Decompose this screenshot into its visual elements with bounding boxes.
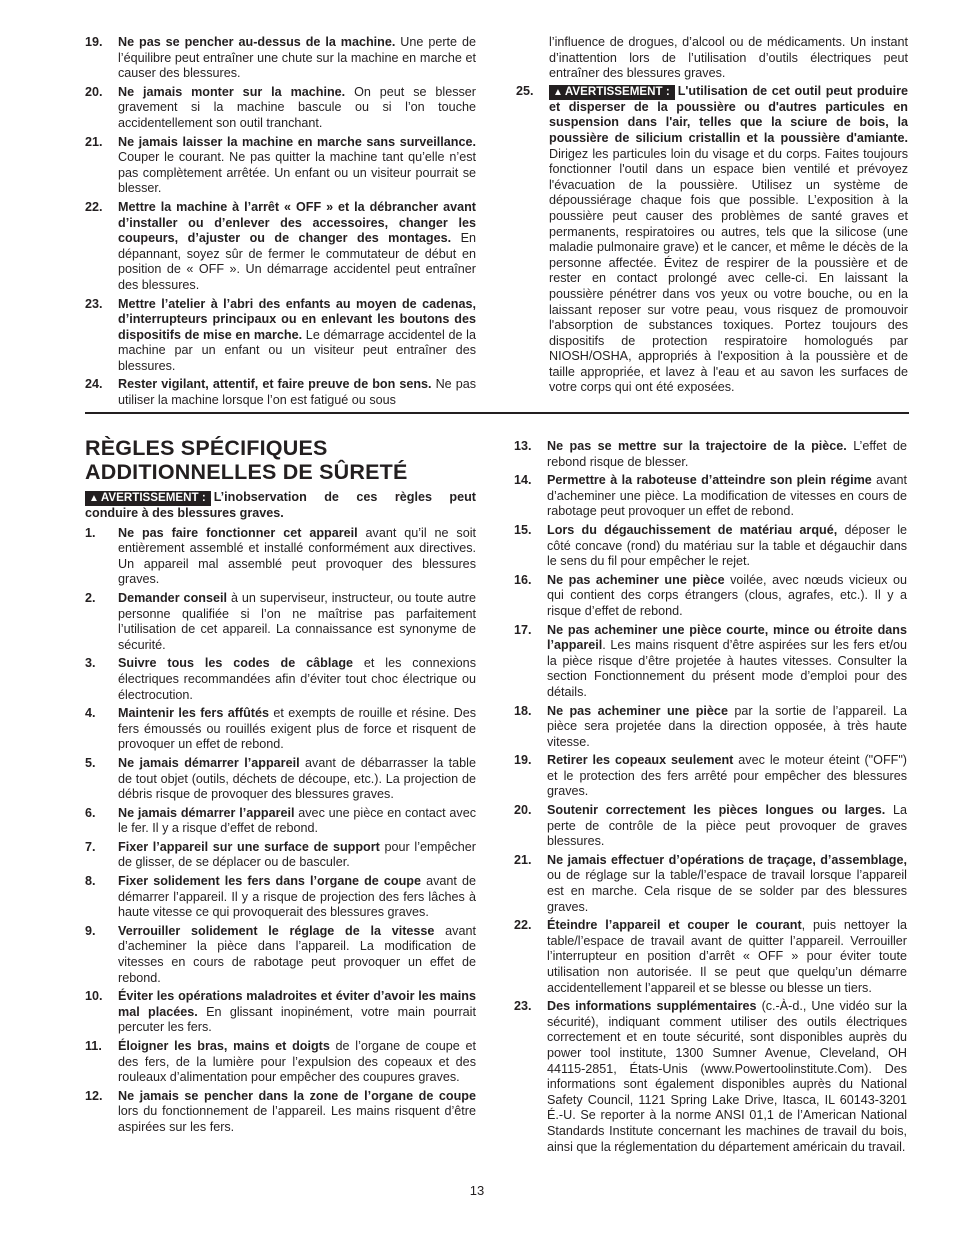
item-body xyxy=(118,656,476,703)
list-item xyxy=(85,1039,476,1086)
list-item xyxy=(85,35,476,82)
item-bold-text: Éviter les opérations maladroites et éviter d’avoir les mains mal placées. xyxy=(118,989,476,1019)
item-bold-text: Verrouiller solidement le réglage de la vitesse xyxy=(118,923,435,938)
item-number: 1. xyxy=(85,525,96,540)
list-item xyxy=(85,591,476,653)
item-text: L’effet de rebond risque de blesser. xyxy=(547,439,908,469)
item-number: 5. xyxy=(85,755,96,770)
item-body xyxy=(547,523,907,570)
item-text: avant qu’il ne soit entièrement assemblé et installé conformément aux directives. Un appareil mal assemblé peut provoquer des blessures graves. xyxy=(118,525,477,587)
item-number: 6. xyxy=(85,805,96,820)
item-number: 22. xyxy=(85,199,103,214)
item-number: 17. xyxy=(514,622,532,637)
item-bold-text: Ne jamais monter sur la machine. xyxy=(118,84,346,99)
list-item xyxy=(85,874,476,921)
item-bold-text: Ne pas acheminer une pièce xyxy=(547,703,728,718)
item-body xyxy=(118,806,476,837)
item-bold-text: Maintenir les fers affûtés xyxy=(118,706,269,721)
list-item xyxy=(514,753,907,800)
list-item xyxy=(514,918,907,996)
list-item xyxy=(85,706,476,753)
item-body xyxy=(118,377,476,408)
item-body xyxy=(118,989,476,1036)
page-number: 13 xyxy=(469,1183,485,1198)
list-item xyxy=(514,523,907,570)
item-number: 21. xyxy=(85,134,103,149)
warning-badge xyxy=(549,85,675,100)
warning-badge xyxy=(85,491,211,506)
item-text: (c.-À-d., Une vidéo sur la sécurité), indiquant comment utiliser des outils électriques correctement et en toute sécurité, sont disponibles auprès du power tool institute, 1300 Sumner Avenue, Cleveland, OH 44115-2851, États-Unis (www.Powertoolinstitute.Com). Des informations sont également disponibles auprès du National Safety Council, 1121 Spring Lake Drive, Itasca, IL 60143-3201 É.-U. Se reporter à la norme ANSI 01,1 de l’American National Standards Institute concernant les machines de travail du bois, ainsi que la réglementation du département américain du travail. xyxy=(547,999,908,1154)
list-item xyxy=(85,840,476,871)
item-body xyxy=(547,803,907,850)
list-item xyxy=(85,756,476,803)
item-text: Ne pas utiliser la machine lorsque l’on est fatigué ou sous xyxy=(118,377,477,408)
item-number: 4. xyxy=(85,706,96,721)
list-item xyxy=(514,623,907,701)
item-body xyxy=(118,1089,476,1136)
item-text: Une perte de l’équilibre peut entraîner une chute sur la machine en marche et causer des blessures. xyxy=(118,35,476,81)
item-number: 19. xyxy=(514,753,532,768)
item-text: et exempts de rouille et résine. Des fers émoussés ou rouillés exigent plus de force et risquent de provoquer un effet de rebond. xyxy=(118,706,477,752)
item-text: On peut se blesser gravement si la machine bascule ou si l’on touche accidentellement son outil tranchant. xyxy=(118,84,476,130)
safety-list-top-left xyxy=(85,35,476,412)
item-number: 21. xyxy=(514,852,532,867)
item-body xyxy=(118,840,476,871)
item-body xyxy=(118,591,476,653)
item-text: et les connexions électriques recommandées afin d’éviter tout choc électrique ou électrocution. xyxy=(118,656,476,702)
item-text: ou de réglage sur la table/l’espace de travail lorsque l’appareil est en marche. Cela risque de se solder par des blessures graves. xyxy=(547,868,907,914)
list-item xyxy=(514,704,907,751)
item-bold-text: Mettre l’atelier à l’abri des enfants au moyen de cadenas, d’interrupteurs principaux ou en enlevant les boutons des dispositifs de mise en marche. xyxy=(118,296,476,342)
list-item xyxy=(85,1089,476,1136)
item-bold-text: Des informations supplémentaires xyxy=(547,999,757,1014)
item-number: 23. xyxy=(85,296,103,311)
list-item xyxy=(514,573,907,620)
item-text: , puis nettoyer la table/l’espace de travail avant de quitter l’appareil. Verrouiller l’interrupteur en position d’arrêt « OFF » pour éviter toute utilisation non autorisée. Il se peut que quelqu’un démarre accidentellement l’appareil et se blesse ou blesse un tiers. xyxy=(547,918,908,995)
list-item xyxy=(514,803,907,850)
item-bold-text: Rester vigilant, attentif, et faire preuve de bon sens. xyxy=(118,377,432,392)
item-bold-text: Ne pas se mettre sur la trajectoire de la pièce. xyxy=(547,439,847,453)
item-body xyxy=(118,35,476,82)
item-24-continuation: l’influence de drogues, d’alcool ou de médicaments. Un instant d’inattention lors de l’utilisation d’outils électriques peut entraîner des blessures graves. xyxy=(549,35,908,81)
warning-badge-label: AVERTISSEMENT : xyxy=(100,491,206,504)
item-text: par la sortie de l’appareil. La pièce sera projetée dans la direction opposée, à très haute vitesse. xyxy=(547,703,908,749)
item-text: La perte de contrôle de la pièce peut provoquer de graves blessures. xyxy=(547,803,907,849)
warning-triangle-icon: ▲ xyxy=(89,493,99,504)
item-bold-text: Ne jamais démarrer l’appareil xyxy=(118,755,300,770)
safety-list-bottom-right xyxy=(514,439,907,1158)
item-bold-text: Éloigner les bras, mains et doigts xyxy=(118,1039,330,1053)
item-number: 12. xyxy=(85,1088,103,1103)
warning-triangle-icon: ▲ xyxy=(553,86,563,98)
item-bold-text: Ne pas se pencher au-dessus de la machine. xyxy=(118,35,396,49)
item-number: 7. xyxy=(85,839,96,854)
item-body xyxy=(118,135,476,197)
list-item xyxy=(85,135,476,197)
item-number: 11. xyxy=(85,1039,102,1053)
warning-badge-label: AVERTISSEMENT : xyxy=(564,84,670,98)
list-item xyxy=(85,526,476,588)
safety-list-top-right xyxy=(516,35,908,399)
item-number: 20. xyxy=(85,84,103,99)
item-bold-text: Mettre la machine à l’arrêt « OFF » et la débrancher avant d’installer ou d’enlever des accessoires, changer les coupeurs, d’ajuster ou de changer des montages. xyxy=(118,199,476,246)
item-body xyxy=(118,200,476,294)
list-item xyxy=(85,200,476,294)
rule-list xyxy=(85,526,476,1136)
item-body xyxy=(118,85,476,132)
list-item xyxy=(514,853,907,915)
section-title-line-2: ADDITIONNELLES DE SÛRETÉ xyxy=(85,459,408,484)
item-number: 22. xyxy=(514,918,532,933)
item-text: lors du fonctionnement de l’appareil. Les mains risquent d’être aspirées sur les fers. xyxy=(118,1104,476,1134)
item-number: 25. xyxy=(516,83,534,98)
item-number: 15. xyxy=(514,522,532,537)
item-body xyxy=(118,1039,476,1086)
item-number: 18. xyxy=(514,703,532,718)
item-number: 2. xyxy=(85,590,96,605)
item-body xyxy=(547,704,907,751)
item-text: à un superviseur, instructeur, ou toute autre personne qualifiée si l’on ne maîtrise pas parfaitement l’utilisation de cet appareil. La connaissance est synonyme de sécurité. xyxy=(118,590,476,652)
item-bold-text: Retirer les copeaux seulement xyxy=(547,753,734,768)
list-item xyxy=(514,999,907,1155)
safety-list-bottom-left xyxy=(85,490,476,1139)
list-item xyxy=(85,989,476,1036)
item-number: 9. xyxy=(85,923,96,938)
item-body xyxy=(118,874,476,921)
item-bold-text: Ne pas acheminer une pièce courte, mince ou étroite dans l’appareil xyxy=(547,622,907,653)
item-number: 13. xyxy=(514,439,532,453)
item-text: de l’organe de coupe et des fers, de la lumière pour l’expulsion des copeaux et des rouleaux d’alimentation pour empêcher des coupures graves. xyxy=(118,1039,476,1085)
item-number: 19. xyxy=(85,35,103,49)
item-text: avant d’acheminer la pièce dans l’appareil. La modification de vitesses en cours de rabotage peut provoquer un effet de rebond. xyxy=(118,923,476,985)
list-item xyxy=(85,297,476,375)
item-number: 20. xyxy=(514,803,532,818)
item-body xyxy=(118,756,476,803)
item-number: 3. xyxy=(85,656,96,671)
item-bold-text: Soutenir correctement les pièces longues ou larges. xyxy=(547,803,886,818)
list-item xyxy=(514,439,907,470)
item-text: En glissant inopinément, votre main pourrait percuter les fers. xyxy=(118,1004,476,1035)
item-text: pour l’empêcher de glisser, de se déplacer ou de basculer. xyxy=(118,839,476,870)
list-item xyxy=(85,85,476,132)
list-item xyxy=(85,377,476,408)
item-bold-text: Ne jamais démarrer l’appareil xyxy=(118,805,295,820)
item-bold-text: Ne jamais laisser la machine en marche sans surveillance. xyxy=(118,134,476,149)
item-text: . Les mains risquent d’être aspirées sur les fers et/ou la pièce risque d’être projetée à hautes vitesses. Consulter la section Fonctionnement du présent mode d’emploi pour des détails. xyxy=(547,638,907,699)
list-item xyxy=(85,924,476,986)
item-body xyxy=(547,918,907,996)
item-number: 16. xyxy=(514,572,532,587)
warning-statement xyxy=(85,490,476,522)
item-text: Dirigez les particules loin du visage et du corps. Faites toujours fonctionner l'outil dans un espace bien ventilé et prévoyez l'évacuation de la poussière. Utilisez un système de dépoussiérage chaque fois que possible. L’exposition à la poussière peut causer des problèmes de santé graves et permanents, respiratoires ou autres, tels que la silicose (une maladie pulmonaire grave) et le cancer, et même le décès de la personne affectée. Évitez de respirer de la poussière et de rester en contact prolongé avec celle-ci. En laissant la poussière pénétrer dans vos yeux ou votre bouche, ou en la laissant reposer sur votre peau, vous risquez de promouvoir l'absorption de substances toxiques. Portez toujours des dispositifs de protection respiratoire homologués par NIOSH/OSHA, appropriés à l'exposition à la poussière et de taille appropriée, et lavez à l'eau et au savon les surfaces de votre corps qui ont été exposées. xyxy=(549,146,908,395)
list-item xyxy=(85,806,476,837)
section-divider xyxy=(85,412,909,414)
item-bold-text: Ne pas acheminer une pièce xyxy=(547,572,725,587)
item-number: 24. xyxy=(85,377,103,392)
item-number: 14. xyxy=(514,473,532,488)
section-title-line-1: RÈGLES SPÉCIFIQUES xyxy=(85,436,328,460)
item-bold-text: Permettre à la raboteuse d’atteindre son plein régime xyxy=(547,473,872,488)
item-bold-text: L'utilisation de cet outil peut produire et disperser de la poussière ou d'autres particules en suspension dans l'air, telles que la sciure de bois, la poussière de silicium cristallin et la poussière d'amiante. xyxy=(549,83,908,145)
item-body xyxy=(118,706,476,753)
item-text: avant de démarrer l’appareil. Il y a risque de projection des fers lâches à haute vitesse ce qui provoquerait des blessures graves. xyxy=(118,874,476,920)
item-body xyxy=(547,999,907,1155)
item-body xyxy=(118,924,476,986)
item-text: voilée, avec nœuds vicieux ou qui contient des corps étrangers (clous, agrafes, etc.). Il y a risque d’effet de rebond. xyxy=(547,572,908,618)
item-text: déposer le côté concave (rond) du matériau sur la table et dégauchir dans le sens du fil pour empêcher le rejet. xyxy=(547,522,907,569)
item-number: 23. xyxy=(514,999,532,1014)
item-body xyxy=(547,753,907,800)
item-bold-text: Fixer solidement les fers dans l’organe de coupe xyxy=(118,874,421,889)
section-title xyxy=(85,437,408,484)
warning-text: L’inobservation de ces règles peut conduire à des blessures graves. xyxy=(85,490,476,520)
item-text: En dépannant, soyez sûr de fermer le commutateur de début en position de « OFF ». Un démarrage accidentel peut entraîner des blessures. xyxy=(118,231,476,292)
list-item xyxy=(85,656,476,703)
item-bold-text: Ne pas faire fonctionner cet appareil xyxy=(118,525,358,540)
item-bold-text: Lors du dégauchissement de matériau arqué, xyxy=(547,522,838,537)
item-text: Couper le courant. Ne pas quitter la machine tant qu’elle n’est pas complètement arrêtée. Un enfant ou un visiteur pourrait se blesser. xyxy=(118,150,476,196)
item-bold-text: Fixer l’appareil sur une surface de support xyxy=(118,839,380,854)
item-bold-text: Ne jamais effectuer d’opérations de traçage, d’assemblage, xyxy=(547,852,907,867)
item-text: avant d’acheminer une pièce. La modification de vitesses en cours de rabotage peut provoquer un effet de rebond. xyxy=(547,473,907,519)
list-item-25 xyxy=(516,84,908,396)
item-body xyxy=(547,439,907,470)
item-text: Le démarrage accidentel de la machine par un enfant ou un visiteur peut entraîner des blessures. xyxy=(118,327,476,373)
item-text: avant de débarrasser la table de tout objet (outils, déchets de découpe, etc.). La projection de débris risque de provoquer des blessures graves. xyxy=(118,755,476,802)
item-body xyxy=(547,853,907,915)
item-body xyxy=(547,573,907,620)
item-number: 8. xyxy=(85,874,96,889)
item-body xyxy=(547,623,907,701)
item-body xyxy=(118,526,476,588)
item-bold-text: Ne jamais se pencher dans la zone de l’organe de coupe xyxy=(118,1088,476,1103)
list-item xyxy=(514,473,907,520)
item-body xyxy=(547,473,907,520)
item-bold-text: Demander conseil xyxy=(118,590,227,605)
item-bold-text: Éteindre l’appareil et couper le courant xyxy=(547,918,802,933)
item-text: avec une pièce en contact avec le fer. Il y a risque d’effet de rebond. xyxy=(118,805,476,836)
item-bold-text: Suivre tous les codes de câblage xyxy=(118,656,354,671)
item-number: 10. xyxy=(85,989,103,1004)
item-text: avec le moteur éteint ("OFF") et le protection des fers arrêté pour empêcher des blessures graves. xyxy=(547,753,907,799)
item-body xyxy=(118,297,476,375)
